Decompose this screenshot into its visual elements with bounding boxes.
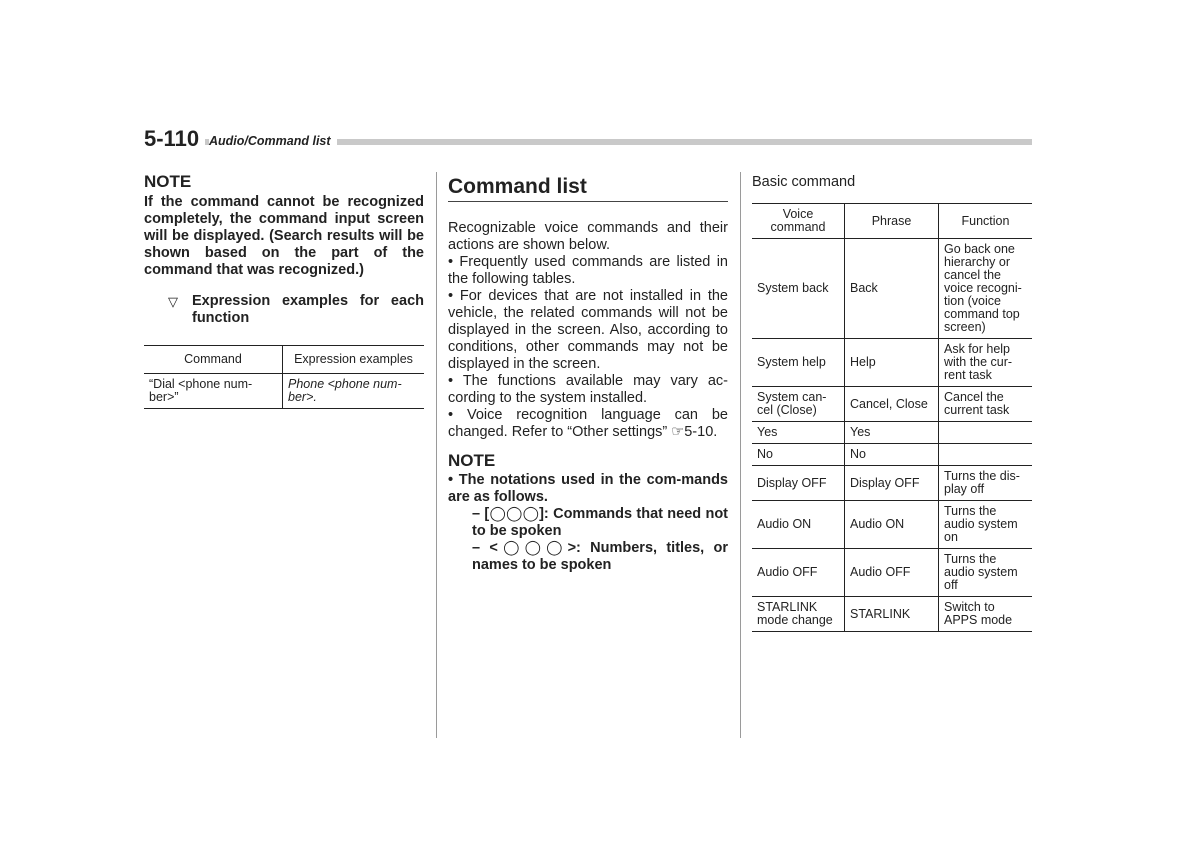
table-cell: [939, 444, 1033, 466]
table-cell: System can-cel (Close): [752, 387, 845, 422]
basic-command-table: [752, 203, 1032, 632]
bullet-item: • The functions available may vary ac-cording to the system installed.: [448, 373, 728, 406]
table-row: [752, 387, 1032, 422]
table-cell: Audio ON: [845, 501, 939, 549]
table-cell: Help: [845, 339, 939, 387]
table-row: [752, 597, 1032, 632]
table-cell: Go back one hierarchy or cancel the voice recogni-tion (voice command top screen): [939, 239, 1033, 339]
table-row: [752, 444, 1032, 466]
column-divider: [436, 172, 437, 738]
table-cell: Ask for help with the cur-rent task: [939, 339, 1033, 387]
table-header: Voice command: [752, 204, 845, 239]
section-name: Audio/Command list: [209, 134, 337, 149]
note-bullet: • The notations used in the com-mands are as follows.: [448, 472, 728, 505]
table-header: Phrase: [845, 204, 939, 239]
table-cell: Yes: [752, 422, 845, 444]
table-cell: Display OFF: [845, 466, 939, 501]
table-title: Basic command: [752, 174, 856, 190]
table-cell: System back: [752, 239, 845, 339]
table-row: [752, 549, 1032, 597]
table-cell: Switch to APPS mode: [939, 597, 1033, 632]
table-cell: Back: [845, 239, 939, 339]
table-cell: Phone <phone num-ber>.: [283, 374, 425, 409]
table-row: [752, 501, 1032, 549]
left-column: [144, 172, 424, 409]
table-cell: System help: [752, 339, 845, 387]
table-cell: [939, 422, 1033, 444]
table-cell: Turns the audio system on: [939, 501, 1033, 549]
table-cell: Display OFF: [752, 466, 845, 501]
subheading: [168, 293, 424, 327]
dash-item: – [◯◯◯]: Commands that need not to be spoken: [472, 506, 728, 539]
bullet-item: • Voice recognition language can be changed. Refer to “Other settings” ☞5-10.: [448, 407, 728, 440]
table-row: [752, 239, 1032, 339]
table-cell: Turns the audio system off: [939, 549, 1033, 597]
table-cell: No: [845, 444, 939, 466]
table-header: Command: [144, 346, 283, 374]
table-cell: Audio ON: [752, 501, 845, 549]
table-cell: Cancel, Close: [845, 387, 939, 422]
table-cell: Turns the dis-play off: [939, 466, 1033, 501]
bullet-item: • Frequently used commands are listed in the following tables.: [448, 254, 728, 287]
table-row: [752, 422, 1032, 444]
table-cell: STARLINK: [845, 597, 939, 632]
table-header: Expression examples: [283, 346, 425, 374]
subheading-text: Expression examples for each function: [192, 293, 424, 326]
intro-text: Recognizable voice commands and their actions are shown below.: [448, 220, 728, 253]
bullet-item: • For devices that are not installed in the vehicle, the related commands will not be displayed in the screen. Also, according to conditions, other commands may not be displayed in the screen.: [448, 288, 728, 372]
note-title: NOTE: [144, 172, 192, 191]
dash-item: – <◯◯◯>: Numbers, titles, or names to be spoken: [472, 540, 728, 573]
column-divider: [740, 172, 741, 738]
right-column: [752, 174, 1032, 632]
note-text: If the command cannot be recognized completely, the command input screen will be displayed. (Search results will be shown based on the part of the command that was recognized.): [144, 194, 424, 278]
note-title: NOTE: [448, 451, 496, 470]
table-cell: Cancel the current task: [939, 387, 1033, 422]
table-cell: “Dial <phone num-ber>”: [144, 374, 283, 409]
table-cell: STARLINK mode change: [752, 597, 845, 632]
table-row: [144, 374, 424, 409]
table-row: [752, 339, 1032, 387]
triangle-icon: ▽: [168, 294, 178, 309]
table-cell: No: [752, 444, 845, 466]
middle-column: [448, 172, 728, 574]
table-cell: Yes: [845, 422, 939, 444]
section-title: Command list: [448, 174, 728, 202]
table-cell: Audio OFF: [752, 549, 845, 597]
table-cell: Audio OFF: [845, 549, 939, 597]
expression-table: [144, 345, 424, 409]
table-row: [752, 466, 1032, 501]
page-number: 5-110: [144, 126, 205, 152]
table-header: Function: [939, 204, 1033, 239]
